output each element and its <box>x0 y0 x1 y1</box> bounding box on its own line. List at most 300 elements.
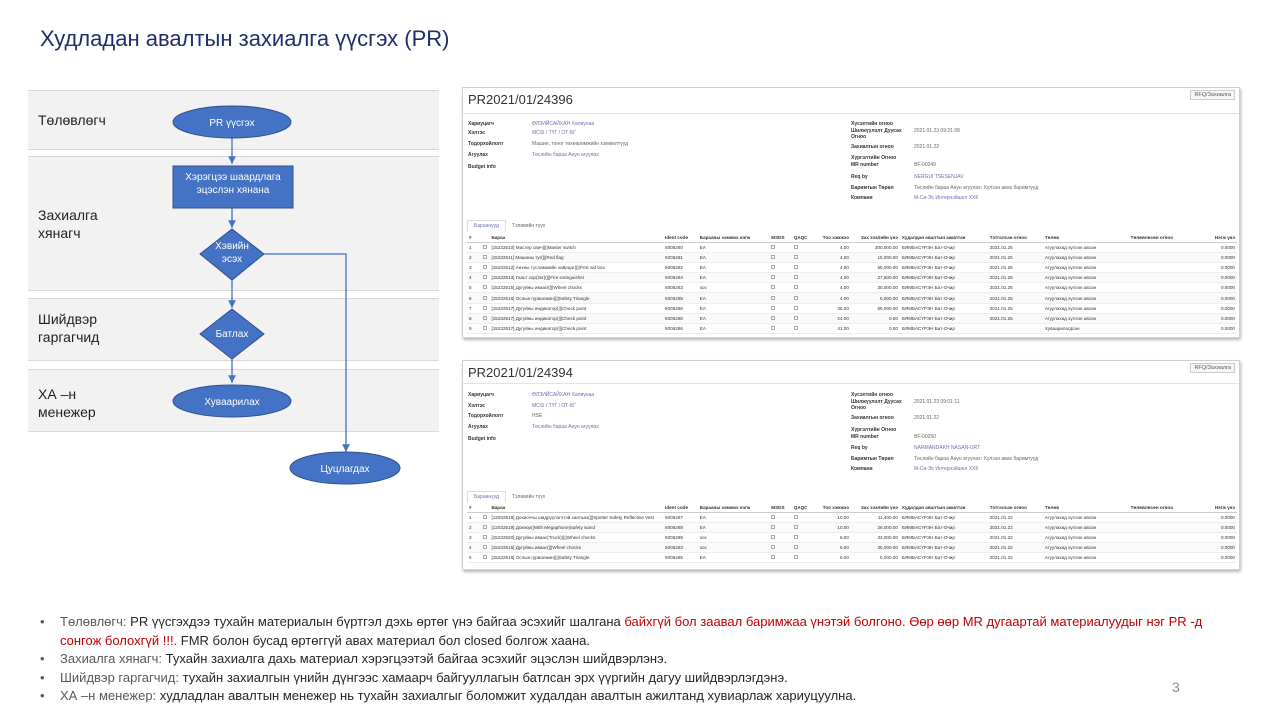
checkbox-icon[interactable] <box>771 535 775 539</box>
column-header[interactable]: Ident code <box>663 233 698 242</box>
warehouse-value[interactable]: Төслийн бараа Анун агуулах <box>532 152 599 158</box>
page-number: 3 <box>1172 679 1180 695</box>
column-header[interactable]: Тоо хэмжээ <box>814 503 851 512</box>
mr-number-value: BF-00250 <box>914 434 936 440</box>
table-cell: 15,000.00 <box>851 252 900 262</box>
row-checkbox <box>792 242 814 252</box>
checkbox-icon[interactable] <box>771 265 775 269</box>
table-cell <box>1129 313 1200 323</box>
responsible-label: Хариуцагч <box>468 392 494 398</box>
table-cell: 10.00 <box>814 522 851 532</box>
budget-label: Budget info <box>468 164 496 170</box>
note-planner: • Төлөвлөгч: PR үүсгэхдээ тухайн материалын бүртгэл дэхь өртөг үнэ байгаа эсэхийг шалгана байхгүй бол заавал баримжаа үнэтэй болгоно. Өөр өөр MR дугаартай материалуудыг нэг PR -д сонгож болохгүй !!!. FMR болон бусад өртөггүй авах материал бол closed болгож хаана. <box>40 613 1232 650</box>
row-checkbox <box>769 512 791 522</box>
note-order-reviewer: • Захиалга хянагч: Тухайн захиалга дахь материал хэрэгцээтэй байгаа эсэхийг эцэслэн шийдвэрлэнэ. <box>40 650 1232 669</box>
table-row[interactable] <box>467 532 1237 542</box>
row-checkbox <box>769 242 791 252</box>
doc-type-label: Баримтын Төрөл <box>851 185 894 191</box>
checkbox-icon[interactable] <box>794 245 798 249</box>
rfq-button[interactable]: RFQ/Захиалга <box>1190 90 1235 100</box>
requested-date-label: Хүсэлтийн огноо <box>851 392 893 398</box>
table-cell: 2 <box>467 252 481 262</box>
column-header[interactable]: Зах зээлийн үнэ <box>851 233 900 242</box>
table-cell: 4.00 <box>814 283 851 293</box>
table-cell: хос <box>698 532 769 542</box>
order-date-value: 2021.01.22 <box>914 415 940 421</box>
column-header[interactable]: Тэтгалсан огноо <box>988 503 1043 512</box>
column-header[interactable]: Бараа <box>489 233 663 242</box>
is-valid-node <box>200 229 264 280</box>
table-cell: 2021.01.25 <box>988 303 1043 313</box>
budget-label: Budget info <box>468 436 496 442</box>
mr-number-value: BF-00249 <box>914 162 936 168</box>
table-cell: 2021.01.22 <box>988 522 1043 532</box>
pr-create-node <box>173 106 291 138</box>
column-header[interactable]: Бараа <box>489 503 663 512</box>
checkbox-icon[interactable] <box>794 535 798 539</box>
column-header[interactable]: Ident code <box>663 503 698 512</box>
table-cell: 8 <box>467 313 481 323</box>
table-cell: 6006287 <box>663 512 698 522</box>
row-checkbox <box>769 303 791 313</box>
table-cell: EA <box>698 313 769 323</box>
table-cell: Агуулахад хүлээн авсан <box>1043 543 1129 553</box>
table-cell: 2021.01.22 <box>988 512 1043 522</box>
row-checkbox <box>481 313 489 323</box>
checkbox-icon[interactable] <box>794 296 798 300</box>
row-checkbox <box>481 242 489 252</box>
table-row[interactable] <box>467 252 1237 262</box>
column-header[interactable]: MSDS <box>769 233 791 242</box>
table-cell: 24.00 <box>814 313 851 323</box>
row-checkbox <box>481 283 489 293</box>
lane-label-planner: Төлөвлөгч <box>38 112 106 128</box>
mr-number-label: MR number <box>851 162 879 168</box>
table-cell <box>1129 543 1200 553</box>
row-checkbox <box>792 324 814 334</box>
table-cell: 6006288 <box>663 522 698 532</box>
pr-form-2 <box>462 360 1240 570</box>
row-checkbox <box>481 522 489 532</box>
table-cell: БЯМБАСҮРЭН Бат-Очир <box>900 553 988 563</box>
row-checkbox <box>792 273 814 283</box>
table-header <box>467 503 1237 512</box>
row-checkbox <box>792 553 814 563</box>
checkbox-icon[interactable] <box>483 255 487 259</box>
table-cell: 6006283 <box>663 543 698 553</box>
column-header[interactable] <box>481 233 489 242</box>
column-header[interactable]: Нэгж үнэ <box>1200 503 1237 512</box>
checkbox-icon[interactable] <box>771 525 775 529</box>
checkbox-icon[interactable] <box>483 555 487 559</box>
tab-history[interactable]: Тэлөвийн түүх <box>511 494 546 500</box>
table-cell: [15232516] Ослын гурвалжин(|||Safety Triangle <box>489 553 663 563</box>
checkbox-icon[interactable] <box>483 545 487 549</box>
table-cell: 6006285 <box>663 553 698 563</box>
rfq-button[interactable]: RFQ/Захиалга <box>1190 363 1235 373</box>
table-cell: Агуулахад хүлээн авсан <box>1043 553 1129 563</box>
table-row[interactable] <box>467 522 1237 532</box>
approve-label: Батлах <box>215 329 249 340</box>
checkbox-icon[interactable] <box>794 515 798 519</box>
table-cell <box>1129 324 1200 334</box>
table-cell: 0.0000 <box>1200 273 1237 283</box>
checkbox-icon[interactable] <box>771 306 775 310</box>
table-cell <box>1129 512 1200 522</box>
checkbox-icon[interactable] <box>794 316 798 320</box>
responsible-label: Хариуцагч <box>468 121 494 127</box>
table-cell <box>1129 522 1200 532</box>
table-cell: 0.0000 <box>1200 242 1237 252</box>
table-cell: EA <box>698 512 769 522</box>
pr-number: PR2021/01/24394 <box>468 365 573 380</box>
checkbox-icon[interactable] <box>483 515 487 519</box>
check-need-label: Хэрэгцээ шаардлага эцэслэн хянана <box>185 172 281 196</box>
row-checkbox <box>769 273 791 283</box>
row-checkbox <box>481 252 489 262</box>
row-checkbox <box>792 313 814 323</box>
table-cell <box>1129 262 1200 272</box>
req-by-label: Req by <box>851 174 868 180</box>
table-cell: 27,500.00 <box>851 273 900 283</box>
description-value: Машин, тоног төхөөрөмжийн хэмжилтүүд <box>532 141 629 147</box>
checkbox-icon[interactable] <box>483 275 487 279</box>
checkbox-icon[interactable] <box>771 285 775 289</box>
slide-title: Худладан авалтын захиалга үүсгэх (PR) <box>40 26 450 51</box>
table-cell: 0.00 <box>851 324 900 334</box>
tab-history[interactable]: Тэлөвийн түүх <box>511 223 546 229</box>
responsible-value[interactable]: ӨЛЗИЙСАЙХАН Халиунаа <box>532 392 595 398</box>
note-purchasing-manager: • ХА –н менежер: худладлан авалтын менежер нь тухайн захиалгыг боломжит худалдан авалтын ажилтанд хувиарлаж хариуцуулна. <box>40 687 1232 706</box>
checkbox-icon[interactable] <box>483 326 487 330</box>
tab-lines[interactable]: Бараанууд <box>467 220 506 232</box>
table-cell: 65,000.00 <box>851 303 900 313</box>
table-cell: БЯМБАСҮРЭН Бат-Очир <box>900 543 988 553</box>
table-cell: 4.00 <box>814 242 851 252</box>
table-cell: 6.00 <box>814 543 851 553</box>
lane-label-decision-makers: Шийдвэр гаргагчид <box>38 311 100 345</box>
table-cell: 2021.01.25 <box>988 273 1043 283</box>
row-checkbox <box>792 283 814 293</box>
checkbox-icon[interactable] <box>771 545 775 549</box>
checkbox-icon[interactable] <box>794 326 798 330</box>
table-row[interactable] <box>467 543 1237 553</box>
table-cell: 5 <box>467 553 481 563</box>
warehouse-value[interactable]: Төслийн бараа Анун агуулах <box>532 424 599 430</box>
table-cell: 0.0000 <box>1200 313 1237 323</box>
table-cell: [15232517] Дугуйны индикатор(|||Check point <box>489 313 663 323</box>
mr-date-label: Хүргэлтийн Огноо <box>851 427 897 433</box>
checkbox-icon[interactable] <box>771 245 775 249</box>
order-date-label: Захиалгын огноо <box>851 144 894 150</box>
column-header[interactable]: Төлөв <box>1043 503 1129 512</box>
table-cell: БЯМБАСҮРЭН Бат-Очир <box>900 252 988 262</box>
checkbox-icon[interactable] <box>771 275 775 279</box>
table-cell: 9 <box>467 324 481 334</box>
table-cell: 1 <box>467 242 481 252</box>
table-cell: 2021.01.25 <box>988 313 1043 323</box>
table-cell: 3 <box>467 262 481 272</box>
table-cell: БЯМБАСҮРЭН Бат-Очир <box>900 262 988 272</box>
table-cell: БЯМБАСҮРЭН Бат-Очир <box>900 293 988 303</box>
row-checkbox <box>769 262 791 272</box>
table-cell: 10.00 <box>814 512 851 522</box>
checkbox-icon[interactable] <box>483 265 487 269</box>
row-checkbox <box>769 283 791 293</box>
table-cell: Агуулахад хүлээн авсан <box>1043 512 1129 522</box>
table-cell: [15232516] Ослын гурвалжин(|||Safety Triangle <box>489 293 663 303</box>
table-row[interactable] <box>467 553 1237 563</box>
table-cell <box>1129 553 1200 563</box>
row-checkbox <box>792 532 814 542</box>
table-cell: 7 <box>467 303 481 313</box>
req-by-value[interactable]: NARMANDAKH NASAN-URT <box>914 445 981 451</box>
table-cell: Хуваарилагдсан <box>1043 324 1129 334</box>
req-by-label: Req by <box>851 445 868 451</box>
table-cell: Агуулахад хүлээн авсан <box>1043 283 1129 293</box>
column-header[interactable] <box>481 503 489 512</box>
table-cell: 300,000.00 <box>851 242 900 252</box>
pr-number: PR2021/01/24396 <box>468 92 573 107</box>
row-checkbox <box>792 543 814 553</box>
row-checkbox <box>481 262 489 272</box>
table-cell: БЯМБАСҮРЭН Бат-Очир <box>900 303 988 313</box>
table-cell: 2021.01.25 <box>988 252 1043 262</box>
row-checkbox <box>769 252 791 262</box>
table-cell: [15232510] Мастер свич(|||Master switch <box>489 242 663 252</box>
checkbox-icon[interactable] <box>483 525 487 529</box>
company-value[interactable]: М-Си-Эс Интернэйшнл ХХК <box>914 466 979 472</box>
checkbox-icon[interactable] <box>771 515 775 519</box>
table-cell: 0.0000 <box>1200 532 1237 542</box>
table-cell: 8.00 <box>814 553 851 563</box>
column-header[interactable]: Тэтгалсан огноо <box>988 233 1043 242</box>
mr-number-label: MR number <box>851 434 879 440</box>
table-cell: 11,400.00 <box>851 512 900 522</box>
table-cell: 2021.01.25 <box>988 242 1043 252</box>
row-checkbox <box>481 512 489 522</box>
table-cell: 41.00 <box>814 324 851 334</box>
column-header[interactable]: # <box>467 233 481 242</box>
table-cell: 6006284 <box>663 273 698 283</box>
description-value: HSE <box>532 413 543 419</box>
table-cell: 3 <box>467 532 481 542</box>
checkbox-icon[interactable] <box>794 306 798 310</box>
table-cell: EA <box>698 553 769 563</box>
column-header[interactable]: Төлөвлөсөн огноо <box>1129 233 1200 242</box>
is-valid-label: Хэвийн эсэх <box>215 241 249 265</box>
department-label: Хэлтэс <box>468 403 486 409</box>
table-cell: 0.0000 <box>1200 283 1237 293</box>
table-cell: 0.0000 <box>1200 512 1237 522</box>
table-row[interactable] <box>467 324 1237 334</box>
tab-lines[interactable]: Бараанууд <box>467 491 506 503</box>
table-row[interactable] <box>467 262 1237 272</box>
table-row[interactable] <box>467 313 1237 323</box>
table-cell: 2021.01.22 <box>988 553 1043 563</box>
checkbox-icon[interactable] <box>483 245 487 249</box>
checkbox-icon[interactable] <box>771 555 775 559</box>
department-value[interactable]: MCSI / ТҮГ / ОТ-БГ <box>532 130 576 136</box>
checkbox-icon[interactable] <box>794 285 798 289</box>
row-checkbox <box>792 522 814 532</box>
table-cell: 4 <box>467 543 481 553</box>
table-row[interactable] <box>467 273 1237 283</box>
column-header[interactable]: Тоо хэмжээ <box>814 233 851 242</box>
table-cell: 65,000.00 <box>851 262 900 272</box>
table-row[interactable] <box>467 242 1237 252</box>
row-checkbox <box>481 543 489 553</box>
column-header[interactable]: Худалдан авалтын ажилтан <box>900 503 988 512</box>
doc-type-value: Төслийн бараа Анун агуулах: Хүлээн авах баримтууд <box>914 456 1039 462</box>
department-value[interactable]: MCSI / ТҮГ / ОТ-БГ <box>532 403 576 409</box>
table-cell: 6006286 <box>663 313 698 323</box>
table-header <box>467 233 1237 242</box>
table-cell: 6.00 <box>814 532 851 542</box>
row-checkbox <box>769 543 791 553</box>
table-cell <box>1129 242 1200 252</box>
table-cell: 2021.01.25 <box>988 262 1043 272</box>
table-cell: БЯМБАСҮРЭН Бат-Очир <box>900 324 988 334</box>
table-cell: Агуулахад хүлээн авсан <box>1043 293 1129 303</box>
row-checkbox <box>769 313 791 323</box>
table-cell: 6006282 <box>663 262 698 272</box>
table-cell: 4.00 <box>814 273 851 283</box>
assign-label: Хуваарилах <box>204 397 260 408</box>
row-checkbox <box>769 553 791 563</box>
pr2-lines-table <box>467 503 1237 563</box>
checkbox-icon[interactable] <box>794 555 798 559</box>
responsible-value[interactable]: ӨЛЗИЙСАЙХАН Халиунаа <box>532 121 595 127</box>
pr-create-label: PR үүсгэх <box>209 118 255 129</box>
row-checkbox <box>792 512 814 522</box>
company-label: Компани <box>851 195 873 201</box>
column-header[interactable]: QAQC <box>792 503 814 512</box>
table-cell <box>1129 532 1200 542</box>
row-checkbox <box>792 293 814 303</box>
table-cell: 4 <box>467 273 481 283</box>
table-cell: EA <box>698 293 769 303</box>
department-label: Хэлтэс <box>468 130 486 136</box>
checkbox-icon[interactable] <box>794 545 798 549</box>
checkbox-icon[interactable] <box>794 525 798 529</box>
table-cell: [15232517] Дугуйны индикатор(|||Check point <box>489 303 663 313</box>
checkbox-icon[interactable] <box>483 316 487 320</box>
lane-label-purchasing-manager: ХА –н менежер <box>38 386 96 420</box>
table-cell: хос <box>698 283 769 293</box>
column-header[interactable]: MSDS <box>769 503 791 512</box>
checkbox-icon[interactable] <box>483 285 487 289</box>
table-cell: [15232511] Машины туг(|||Red flag <box>489 252 663 262</box>
table-cell <box>1129 293 1200 303</box>
column-header[interactable]: Нэгж үнэ <box>1200 233 1237 242</box>
submit-date-label: Шилжүүлэлт Дуусах Огноо <box>851 128 902 140</box>
requested-date-label: Хүсэлтийн огноо <box>851 121 893 127</box>
req-by-value[interactable]: NERGUI TSESENJAV <box>914 174 964 180</box>
table-cell: 5,000.00 <box>851 553 900 563</box>
submit-date-value: 2021.01.23 09:01:11 <box>914 399 960 405</box>
table-cell: 35,000.00 <box>851 543 900 553</box>
company-value[interactable]: М-Си-Эс Интернэйшнл ХХК <box>914 195 979 201</box>
table-cell: Агуулахад хүлээн авсан <box>1043 262 1129 272</box>
table-row[interactable] <box>467 293 1237 303</box>
table-row[interactable] <box>467 303 1237 313</box>
table-row[interactable] <box>467 512 1237 522</box>
table-cell: 0.0000 <box>1200 553 1237 563</box>
assign-node <box>173 385 291 417</box>
checkbox-icon[interactable] <box>794 265 798 269</box>
table-cell: 2021.01.25 <box>988 293 1043 303</box>
table-cell: [15232517] Дугуйны индикатор(|||Check point <box>489 324 663 334</box>
description-label: Тодорхойлолт <box>468 413 504 419</box>
table-cell: Агуулахад хүлээн авсан <box>1043 303 1129 313</box>
row-checkbox <box>792 252 814 262</box>
table-cell: [15232512] Анхны тусламжийн хайрцаг(|||First aid box <box>489 262 663 272</box>
checkbox-icon[interactable] <box>771 326 775 330</box>
column-header[interactable]: Зах зээлийн үнэ <box>851 503 900 512</box>
table-cell: 26,000.00 <box>851 522 900 532</box>
table-cell: 0.0000 <box>1200 252 1237 262</box>
table-cell: БЯМБАСҮРЭН Бат-Очир <box>900 273 988 283</box>
order-date-label: Захиалгын огноо <box>851 415 894 421</box>
cancelled-node <box>290 452 400 484</box>
table-cell: 4.00 <box>814 293 851 303</box>
table-cell: [15232515] Дугуйны иваасі(|||Wheel chocks <box>489 283 663 293</box>
table-cell: 0.0000 <box>1200 522 1237 532</box>
checkbox-icon[interactable] <box>771 316 775 320</box>
checkbox-icon[interactable] <box>483 296 487 300</box>
column-header[interactable]: Барааны хэмжих нэгж <box>698 503 769 512</box>
table-cell: Агуулахад хүлээн авсан <box>1043 522 1129 532</box>
table-cell: 2021.01.22 <box>988 543 1043 553</box>
row-checkbox <box>792 303 814 313</box>
table-cell: 6006280 <box>663 242 698 252</box>
table-cell: БЯМБАСҮРЭН Бат-Очир <box>900 313 988 323</box>
column-header[interactable]: Төлөв <box>1043 233 1129 242</box>
checkbox-icon[interactable] <box>794 255 798 259</box>
table-cell: 2 <box>467 522 481 532</box>
table-cell: Агуулахад хүлээн авсан <box>1043 273 1129 283</box>
table-cell: Агуулахад хүлээн авсан <box>1043 313 1129 323</box>
table-cell: 33,000.00 <box>851 532 900 542</box>
pr1-lines-table <box>467 233 1237 334</box>
table-cell: 0.00 <box>851 313 900 323</box>
warehouse-label: Агуулах <box>468 424 488 430</box>
row-checkbox <box>481 324 489 334</box>
table-cell: EA <box>698 242 769 252</box>
checkbox-icon[interactable] <box>771 255 775 259</box>
table-cell: EA <box>698 324 769 334</box>
table-cell: БЯМБАСҮРЭН Бат-Очир <box>900 522 988 532</box>
column-header[interactable]: # <box>467 503 481 512</box>
table-row[interactable] <box>467 283 1237 293</box>
table-cell <box>1129 273 1200 283</box>
table-cell: БЯМБАСҮРЭН Бат-Очир <box>900 512 988 522</box>
column-header[interactable]: Барааны хэмжих нэгж <box>698 233 769 242</box>
table-cell: [12032519] Докнор(|With Megaphone|Safety wand <box>489 522 663 532</box>
table-cell: EA <box>698 252 769 262</box>
checkbox-icon[interactable] <box>483 535 487 539</box>
table-cell <box>1129 303 1200 313</box>
checkbox-icon[interactable] <box>771 296 775 300</box>
checkbox-icon[interactable] <box>794 275 798 279</box>
column-header[interactable]: QAQC <box>792 233 814 242</box>
checkbox-icon[interactable] <box>483 306 487 310</box>
row-checkbox <box>769 532 791 542</box>
row-checkbox <box>769 324 791 334</box>
column-header[interactable]: Төлөвлөсөн огноо <box>1129 503 1200 512</box>
column-header[interactable]: Худалдан авалтын ажилтан <box>900 233 988 242</box>
